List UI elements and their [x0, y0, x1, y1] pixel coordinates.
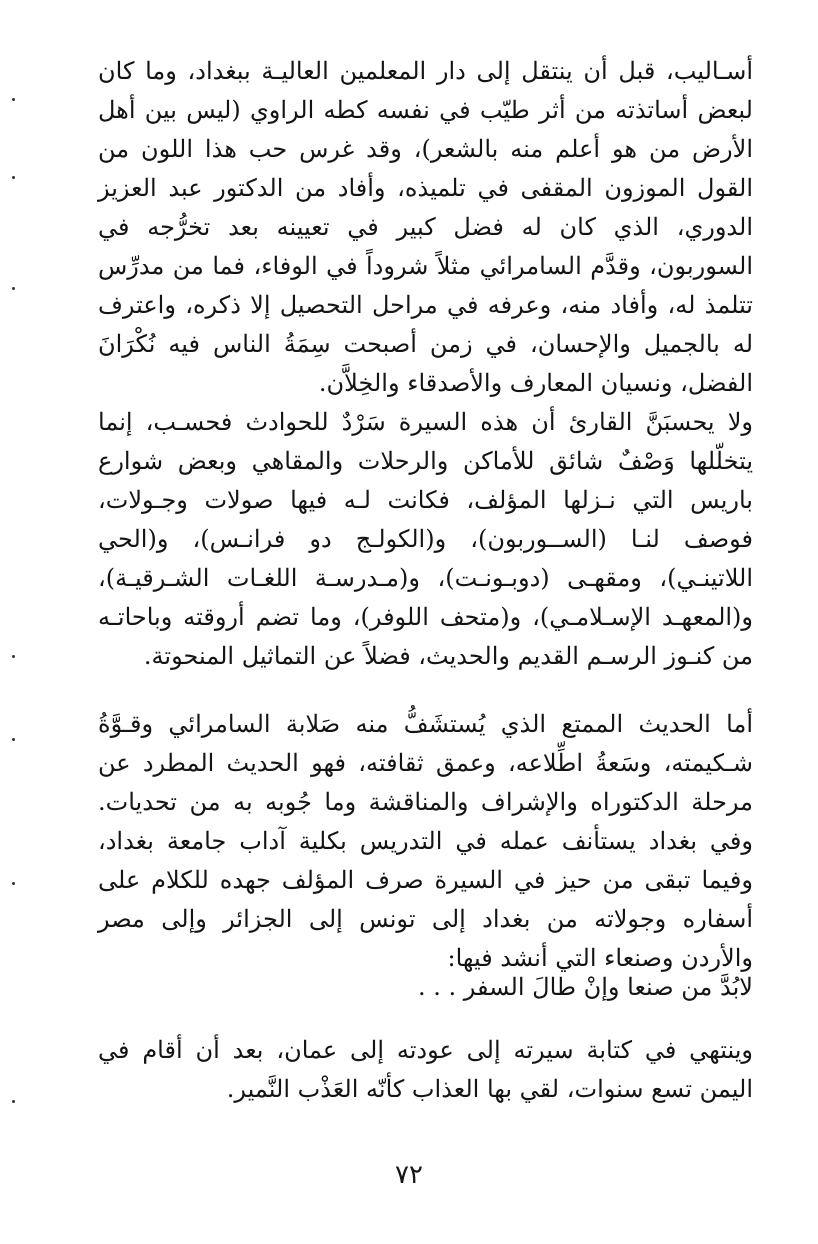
page-number: ٧٢ [395, 1160, 423, 1190]
margin-mark [12, 738, 15, 741]
paragraph-3: أما الحديث الممتع الذي يُستشَفُّ منه صَلابة السامرائي وقـوَّةُ شـكيمته، وسَعةُ اطِّلاعه، وعمق ثقافته، فهو الحديث المطرد عن مرحلة الدكتوراه والإشراف والمناقشة وما جُوبه به من تحديات. وفي بغداد يستأنف عمله في التدريس بكلية آداب جامعة بغداد، وفيما تبقى من حيز في السيرة صرف المؤلف جهده للكلام على أسفاره وجولاته من بغداد إلى تونس إلى الجزائر وإلى مصر والأردن وصنعاء التي أنشد فيها: [98, 710, 753, 972]
poem-verse: لابُدَّ من صنعا وإنْ طالَ السفر . . . [417, 973, 753, 1001]
paragraph-1: أسـاليب، قبل أن ينتقل إلى دار المعلمين العاليـة ببغداد، وما كان لبعض أساتذته من أثر طيّب في نفسه كطه الراوي (ليس بين أهل الأرض من هو أعلم منه بالشعر)، وقد غرس حب هذا اللون من القول الموزون المقفى في تلميذه، وأفاد من الدكتور عبد العزيز الدوري، الذي كان له فضل كبير في تعيينه بعد تخرُّجه في السوربون، وقدَّم السامرائي مثلاً شروداً في الوفاء، فما من مدرِّس تتلمذ له، وأفاد منه، وعرفه في مراحل التحصيل إلا ذكره، واعترف له بالجميل والإحسان، في زمن أصبحت سِمَةُ الناس فيه نُكْرَانَ الفضل، ونسيان المعارف والأصدقاء والخِلاَّن. [98, 57, 753, 397]
margin-mark [12, 287, 15, 290]
margin-mark [12, 1100, 15, 1103]
margin-mark [12, 98, 15, 101]
margin-mark [12, 176, 15, 179]
margin-mark [12, 882, 15, 885]
paragraph-4: وينتهي في كتابة سيرته إلى عودته إلى عمان، بعد أن أقام في اليمن تسع سنوات، لقي بها العذاب كأنّه العَذْب النَّمير. [98, 1036, 753, 1103]
margin-mark [12, 655, 15, 658]
paragraph-2: ولا يحسبَنَّ القارئ أن هذه السيرة سَرْدٌ للحوادث فحسـب، إنما يتخلّلها وَصْفٌ شائق للأماكن والرحلات والمقاهي وبعض شوارع باريس التي نـزلها المؤلف، فكانت لـه فيها صولات وجـولات، فوصف لنـا (الســوربون)، و(الكولـج دو فرانـس)، و(الحي اللاتينـي)، ومقهـى (دوبـونـت)، و(مـدرسـة اللغـات الشـرقيـة)، و(المعهـد الإسـلامـي)، و(متحف اللوفر)، وما تضم أروقته وباحاتـه من كنـوز الرسـم القديم والحديث، فضلاً عن التماثيل المنحوتة. [98, 408, 753, 670]
